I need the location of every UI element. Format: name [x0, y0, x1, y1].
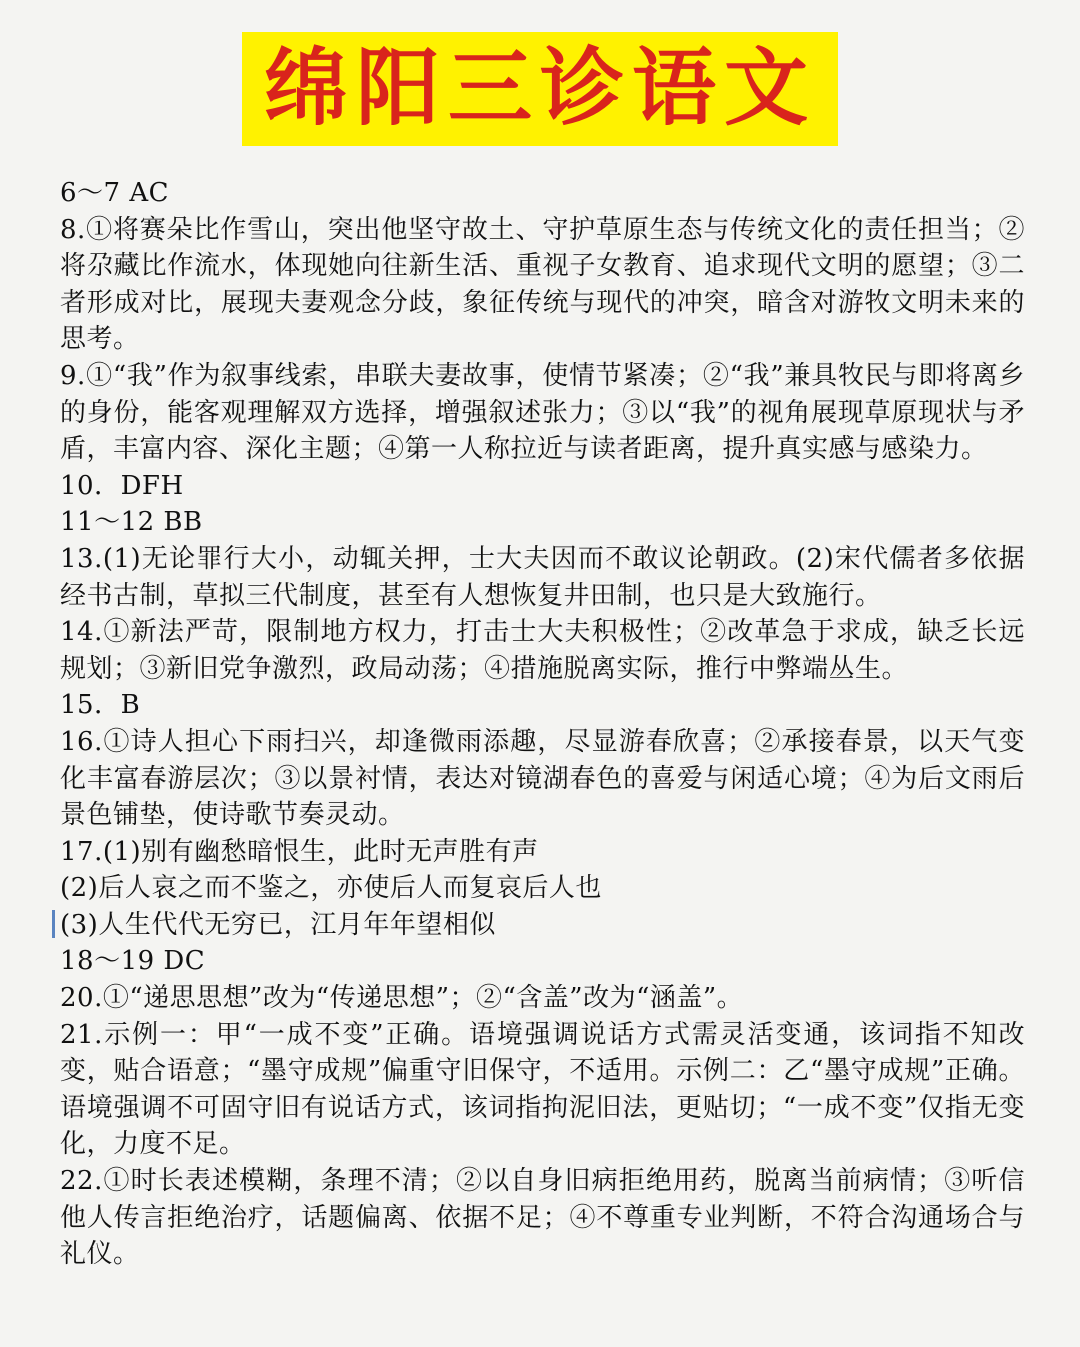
answer-17-2: (2)后人哀之而不鉴之，亦使后人而复哀后人也	[60, 873, 602, 904]
answer-20: 20.①“递思思想”改为“传递思想”；②“含盖”改为“涵盖”。	[60, 983, 744, 1014]
answer-13: 13.(1)无论罪行大小，动辄关押，士大夫因而不敢议论朝政。(2)宋代儒者多依据经书古制，草拟三代制度，甚至有人想恢复井田制，也只是大致施行。	[60, 543, 1025, 611]
answer-6-7: 6～7 AC	[60, 178, 170, 208]
answer-17-1: 17.(1)别有幽愁暗恨生，此时无声胜有声	[60, 836, 539, 867]
answer-8: 8.①将赛朵比作雪山，突出他坚守故土、守护草原生态与传统文化的责任担当；②将尕藏比作流水，体现她向往新生活、重视子女教育、追求现代文明的愿望；③二者形成对比，展现夫妻观念分歧，象征传统与现代的冲突，暗含对游牧文明未来的思考。	[60, 214, 1025, 355]
title-container	[0, 32, 1080, 146]
text-cursor-icon	[52, 910, 55, 938]
answer-16: 16.①诗人担心下雨扫兴，却逢微雨添趣，尽显游春欣喜；②承接春景，以天气变化丰富春游层次；③以景衬情，表达对镜湖春色的喜爱与闲适心境；④为后文雨后景色铺垫，使诗歌节奏灵动。	[60, 726, 1025, 831]
answer-list	[60, 175, 1025, 1273]
answer-18-19: 18～19 DC	[60, 946, 206, 977]
answer-10: 10．DFH	[60, 470, 184, 501]
answer-9: 9.①“我”作为叙事线索，串联夫妻故事，使情节紧凑；②“我”兼具牧民与即将离乡的身份，能客观理解双方选择，增强叙述张力；③以“我”的视角展现草原现状与矛盾，丰富内容、深化主题；④第一人称拉近与读者距离，提升真实感与感染力。	[60, 360, 1025, 465]
answer-17-3-line	[60, 907, 1025, 944]
answer-17-3: (3)人生代代无穷已，江月年年望相似	[60, 909, 496, 940]
answer-11-12: 11～12 BB	[60, 507, 203, 538]
page-title: 绵阳三诊语文	[242, 32, 838, 146]
answer-15: 15．B	[60, 690, 141, 721]
answer-22: 22.①时长表述模糊，条理不清；②以自身旧病拒绝用药，脱离当前病情；③听信他人传言拒绝治疗，话题偏离、依据不足；④不尊重专业判断，不符合沟通场合与礼仪。	[60, 1166, 1025, 1270]
answer-14: 14.①新法严苛，限制地方权力，打击士大夫积极性；②改革急于求成，缺乏长远规划；③新旧党争激烈，政局动荡；④措施脱离实际，推行中弊端丛生。	[60, 617, 1025, 684]
answer-21: 21.示例一：甲“一成不变”正确。语境强调说话方式需灵活变通，该词指不知改变，贴合语意；“墨守成规”偏重守旧保守，不适用。示例二：乙“墨守成规”正确。语境强调不可固守旧有说话方式，该词指拘泥旧法，更贴切；“一成不变”仅指无变化，力度不足。	[60, 1019, 1025, 1160]
